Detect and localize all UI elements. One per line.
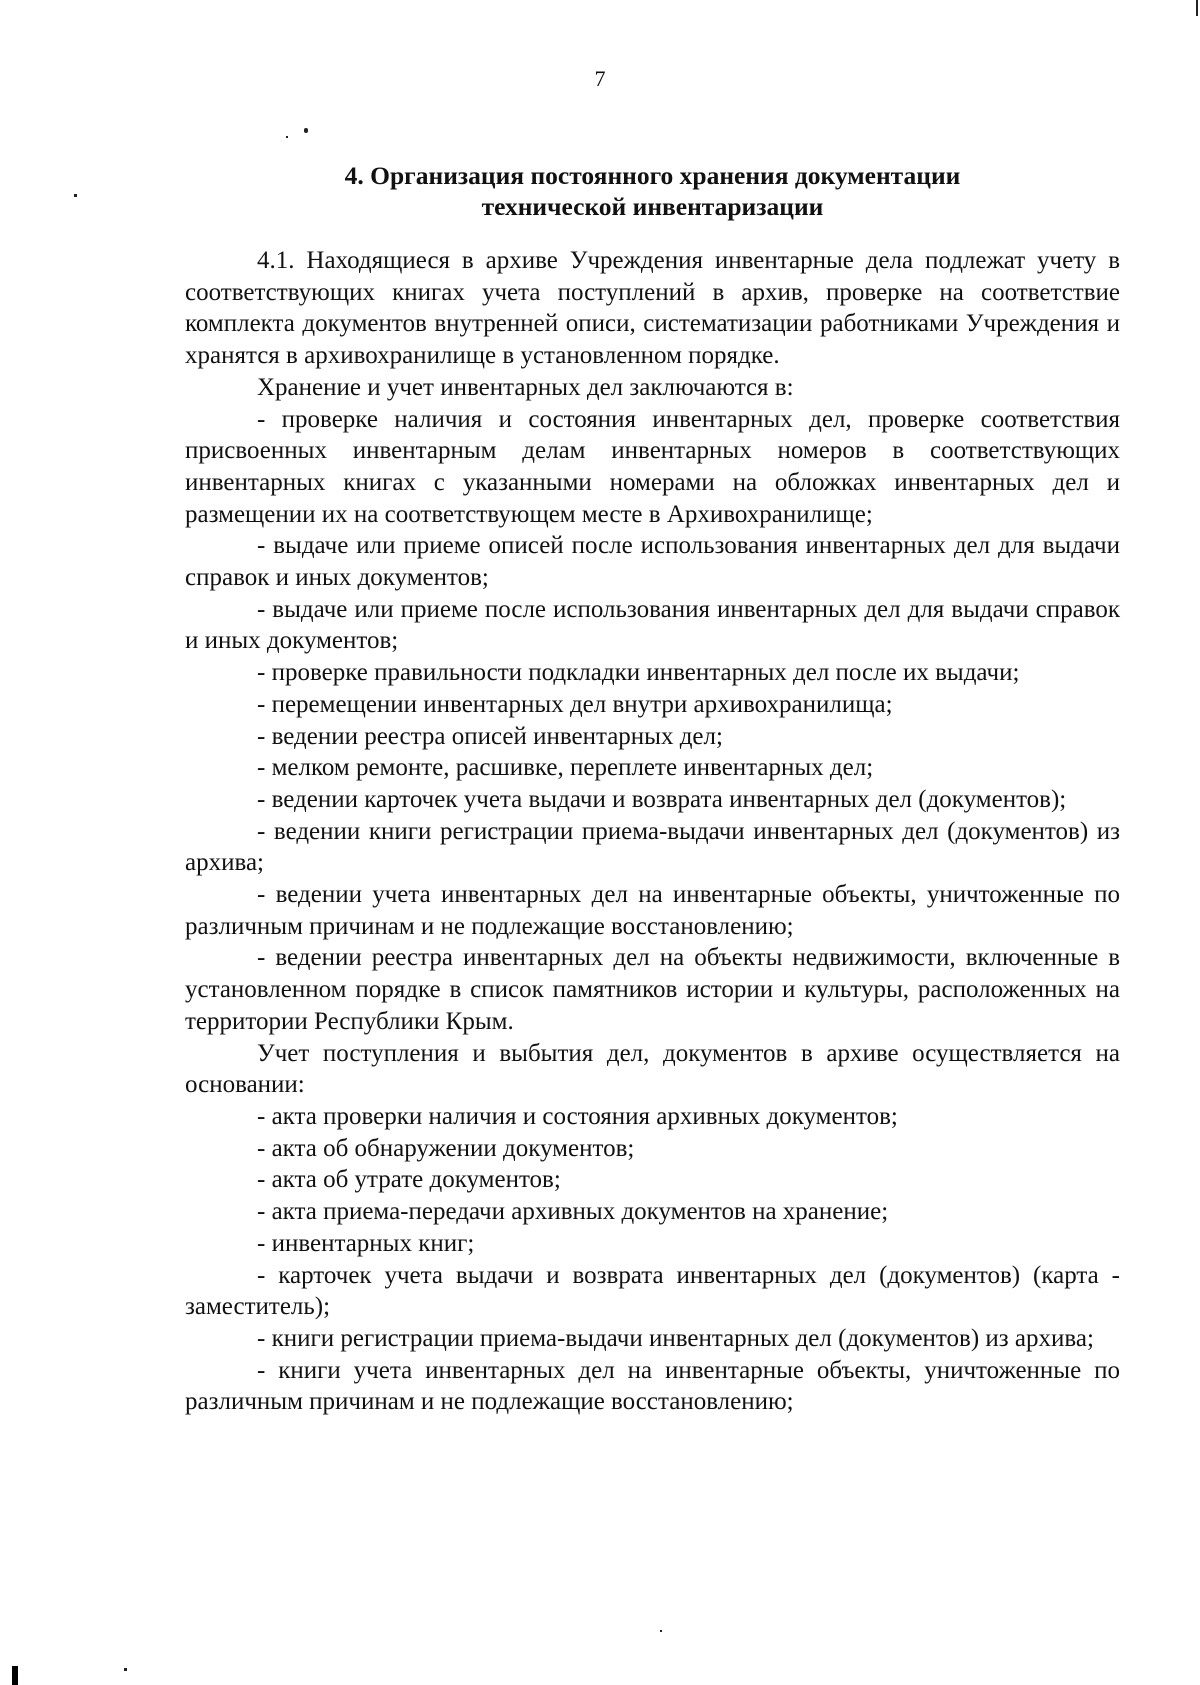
section-heading-line-2: технической инвентаризации: [481, 192, 824, 221]
list-item: - проверке правильности подкладки инвентарных дел после их выдачи;: [257, 659, 1020, 687]
scan-speck: [124, 1668, 127, 1671]
page-number: 7: [594, 66, 606, 91]
list-item: - ведении книги регистрации приема-выдачи инвентарных дел (документов) из архива;: [185, 817, 1120, 877]
list-item: - ведении реестра описей инвентарных дел;: [257, 722, 723, 750]
scan-speck: [1196, 0, 1198, 16]
scan-speck: [286, 136, 288, 138]
scan-speck: [74, 194, 77, 197]
list-item: - книги регистрации приема-выдачи инвентарных дел (документов) из архива;: [257, 1324, 1094, 1352]
paragraph: Учет поступления и выбытия дел, документов в архиве осуществляется на основании:: [185, 1039, 1120, 1099]
section-heading: [185, 160, 1120, 222]
paragraph: Хранение и учет инвентарных дел заключаются в:: [257, 373, 794, 401]
scan-speck: [12, 1666, 18, 1685]
list-item: - книги учета инвентарных дел на инвентарные объекты, уничтоженные по различным причинам и не подлежащие восстановлению;: [185, 1356, 1120, 1416]
list-item: - акта проверки наличия и состояния архивных документов;: [257, 1102, 898, 1130]
list-item: - мелком ремонте, расшивке, переплете инвентарных дел;: [257, 754, 874, 782]
list-item: - акта приема-передачи архивных документов на хранение;: [257, 1198, 889, 1226]
list-item: - ведении реестра инвентарных дел на объекты недвижимости, включенные в установленном порядке в список памятников истории и культуры, расположенных на территории Республики Крым.: [185, 944, 1120, 1035]
list-item: - акта об обнаружении документов;: [257, 1134, 635, 1162]
document-body: [185, 245, 1120, 1418]
list-item: - перемещении инвентарных дел внутри архивохранилища;: [257, 690, 893, 718]
scan-speck: [304, 128, 308, 133]
list-item: - инвентарных книг;: [257, 1229, 475, 1257]
list-item: - выдаче или приеме после использования инвентарных дел для выдачи справок и иных документов;: [185, 595, 1120, 655]
list-item: - ведении учета инвентарных дел на инвентарные объекты, уничтоженные по различным причинам и не подлежащие восстановлению;: [185, 881, 1120, 940]
list-item: - ведении карточек учета выдачи и возврата инвентарных дел (документов);: [257, 785, 1067, 813]
list-item: - акта об утрате документов;: [257, 1166, 561, 1194]
list-item: - карточек учета выдачи и возврата инвентарных дел (документов) (карта - заместитель);: [185, 1261, 1120, 1321]
scan-speck: [660, 1630, 662, 1632]
list-item: - проверке наличия и состояния инвентарных дел, проверке соответствия присвоенных инвентарным делам инвентарных номеров в соответствующих инвентарных книгах с указанными номерами на обложках инвентарных дел и размещении их на соответствующем месте в Архивохранилище;: [185, 405, 1120, 528]
list-item: - выдаче или приеме описей после использования инвентарных дел для выдачи справок и иных документов;: [185, 532, 1120, 592]
paragraph: 4.1. Находящиеся в архиве Учреждения инвентарные дела подлежат учету в соответствующих книгах учета поступлений в архив, проверке на соответствие комплекта документов внутренней описи, систематизации работниками Учреждения и хранятся в архивохранилище в установленном порядке.: [185, 247, 1120, 370]
section-heading-line-1: 4. Организация постоянного хранения документации: [344, 161, 961, 190]
